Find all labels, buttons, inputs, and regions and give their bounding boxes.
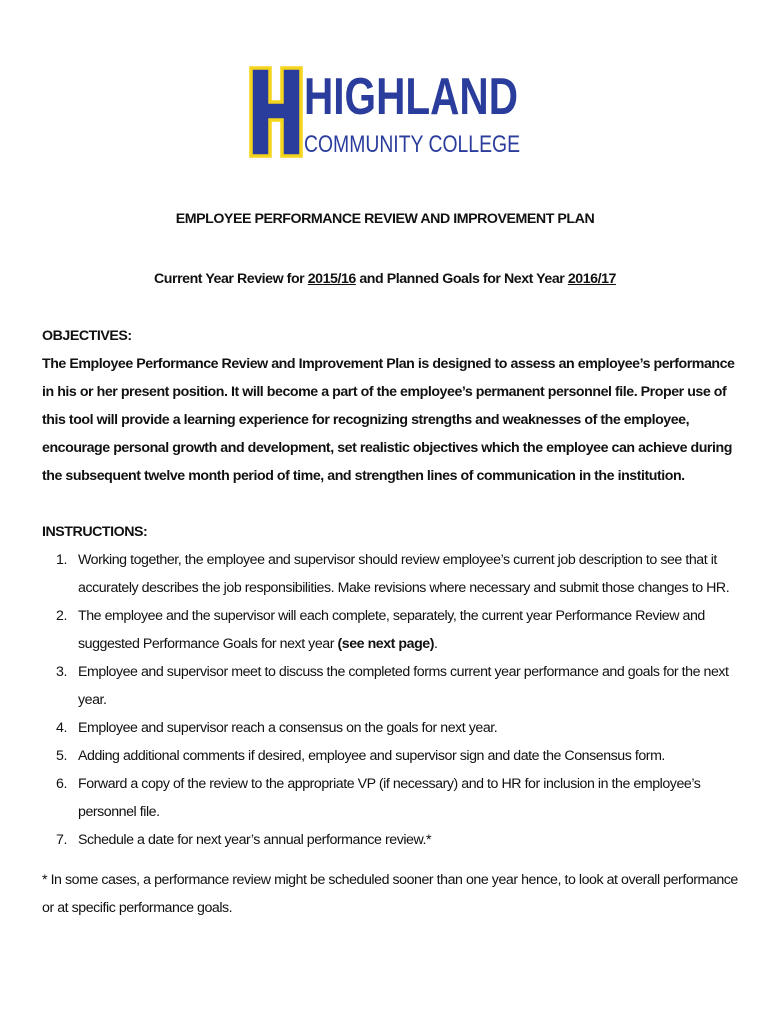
instruction-step xyxy=(42,602,742,658)
college-logo xyxy=(248,64,524,160)
instruction-step xyxy=(42,826,742,854)
logo-h-mark xyxy=(251,68,301,156)
step-text: Adding additional comments if desired, employee and supervisor sign and date the Consensus form. xyxy=(78,748,665,764)
instructions-heading: INSTRUCTIONS: xyxy=(42,524,148,540)
step-text-tail: . xyxy=(434,636,438,652)
instruction-step xyxy=(42,770,742,826)
step-text: Working together, the employee and supervisor should review employee’s current job description to see that it accurately describes the job responsibilities. Make revisions where necessary and submit those changes to HR. xyxy=(78,552,730,596)
current-year: 2015/16 xyxy=(307,271,356,287)
step-number: 3. xyxy=(56,664,67,680)
step-number: 4. xyxy=(56,720,67,736)
subtitle-middle: and Planned Goals for Next Year xyxy=(355,271,568,287)
review-period-line xyxy=(0,265,770,293)
instruction-step xyxy=(42,546,742,602)
instructions-section xyxy=(42,518,742,854)
step-number: 5. xyxy=(56,748,67,764)
objectives-heading: OBJECTIVES: xyxy=(42,328,132,344)
document-title: EMPLOYEE PERFORMANCE REVIEW AND IMPROVEMENT PLAN xyxy=(175,211,595,227)
footnote: * In some cases, a performance review might be scheduled sooner than one year hence, to look at overall performance or at specific performance goals. xyxy=(42,872,738,916)
instruction-step xyxy=(42,742,742,770)
step-number: 7. xyxy=(56,832,67,848)
step-text: Forward a copy of the review to the appropriate VP (if necessary) and to HR for inclusion in the employee’s personnel file. xyxy=(78,776,701,820)
step-text: Schedule a date for next year’s annual performance review.* xyxy=(78,832,432,848)
step-number: 6. xyxy=(56,776,67,792)
subtitle-prefix: Current Year Review for xyxy=(154,271,308,287)
objectives-text: The Employee Performance Review and Improvement Plan is designed to assess an employee’s performance in his or her present position. It will become a part of the employee’s permanent personnel file. Proper use of this tool will provide a learning experience for recognizing strengths and weaknesses of the employee, encourage personal growth and development, set realistic objectives which the employee can achieve during the subsequent twelve month period of time, and strengthen lines of communication in the institution. xyxy=(42,356,735,484)
instructions-list xyxy=(42,546,742,854)
instruction-step xyxy=(42,658,742,714)
step-text: Employee and supervisor meet to discuss the completed forms current year performance and goals for the next year. xyxy=(78,664,729,708)
logo-subname: COMMUNITY COLLEGE xyxy=(304,131,520,158)
next-year: 2016/17 xyxy=(567,271,616,287)
see-next-page-note: (see next page) xyxy=(337,636,435,652)
logo-name: HIGHLAND xyxy=(304,68,518,126)
step-text: Employee and supervisor reach a consensus on the goals for next year. xyxy=(78,720,498,736)
objectives-section xyxy=(42,322,742,490)
instruction-step xyxy=(42,714,742,742)
step-number: 1. xyxy=(56,552,67,568)
step-text: The employee and the supervisor will each complete, separately, the current year Performance Review and suggested Performance Goals for next year xyxy=(78,608,705,652)
step-number: 2. xyxy=(56,608,67,624)
